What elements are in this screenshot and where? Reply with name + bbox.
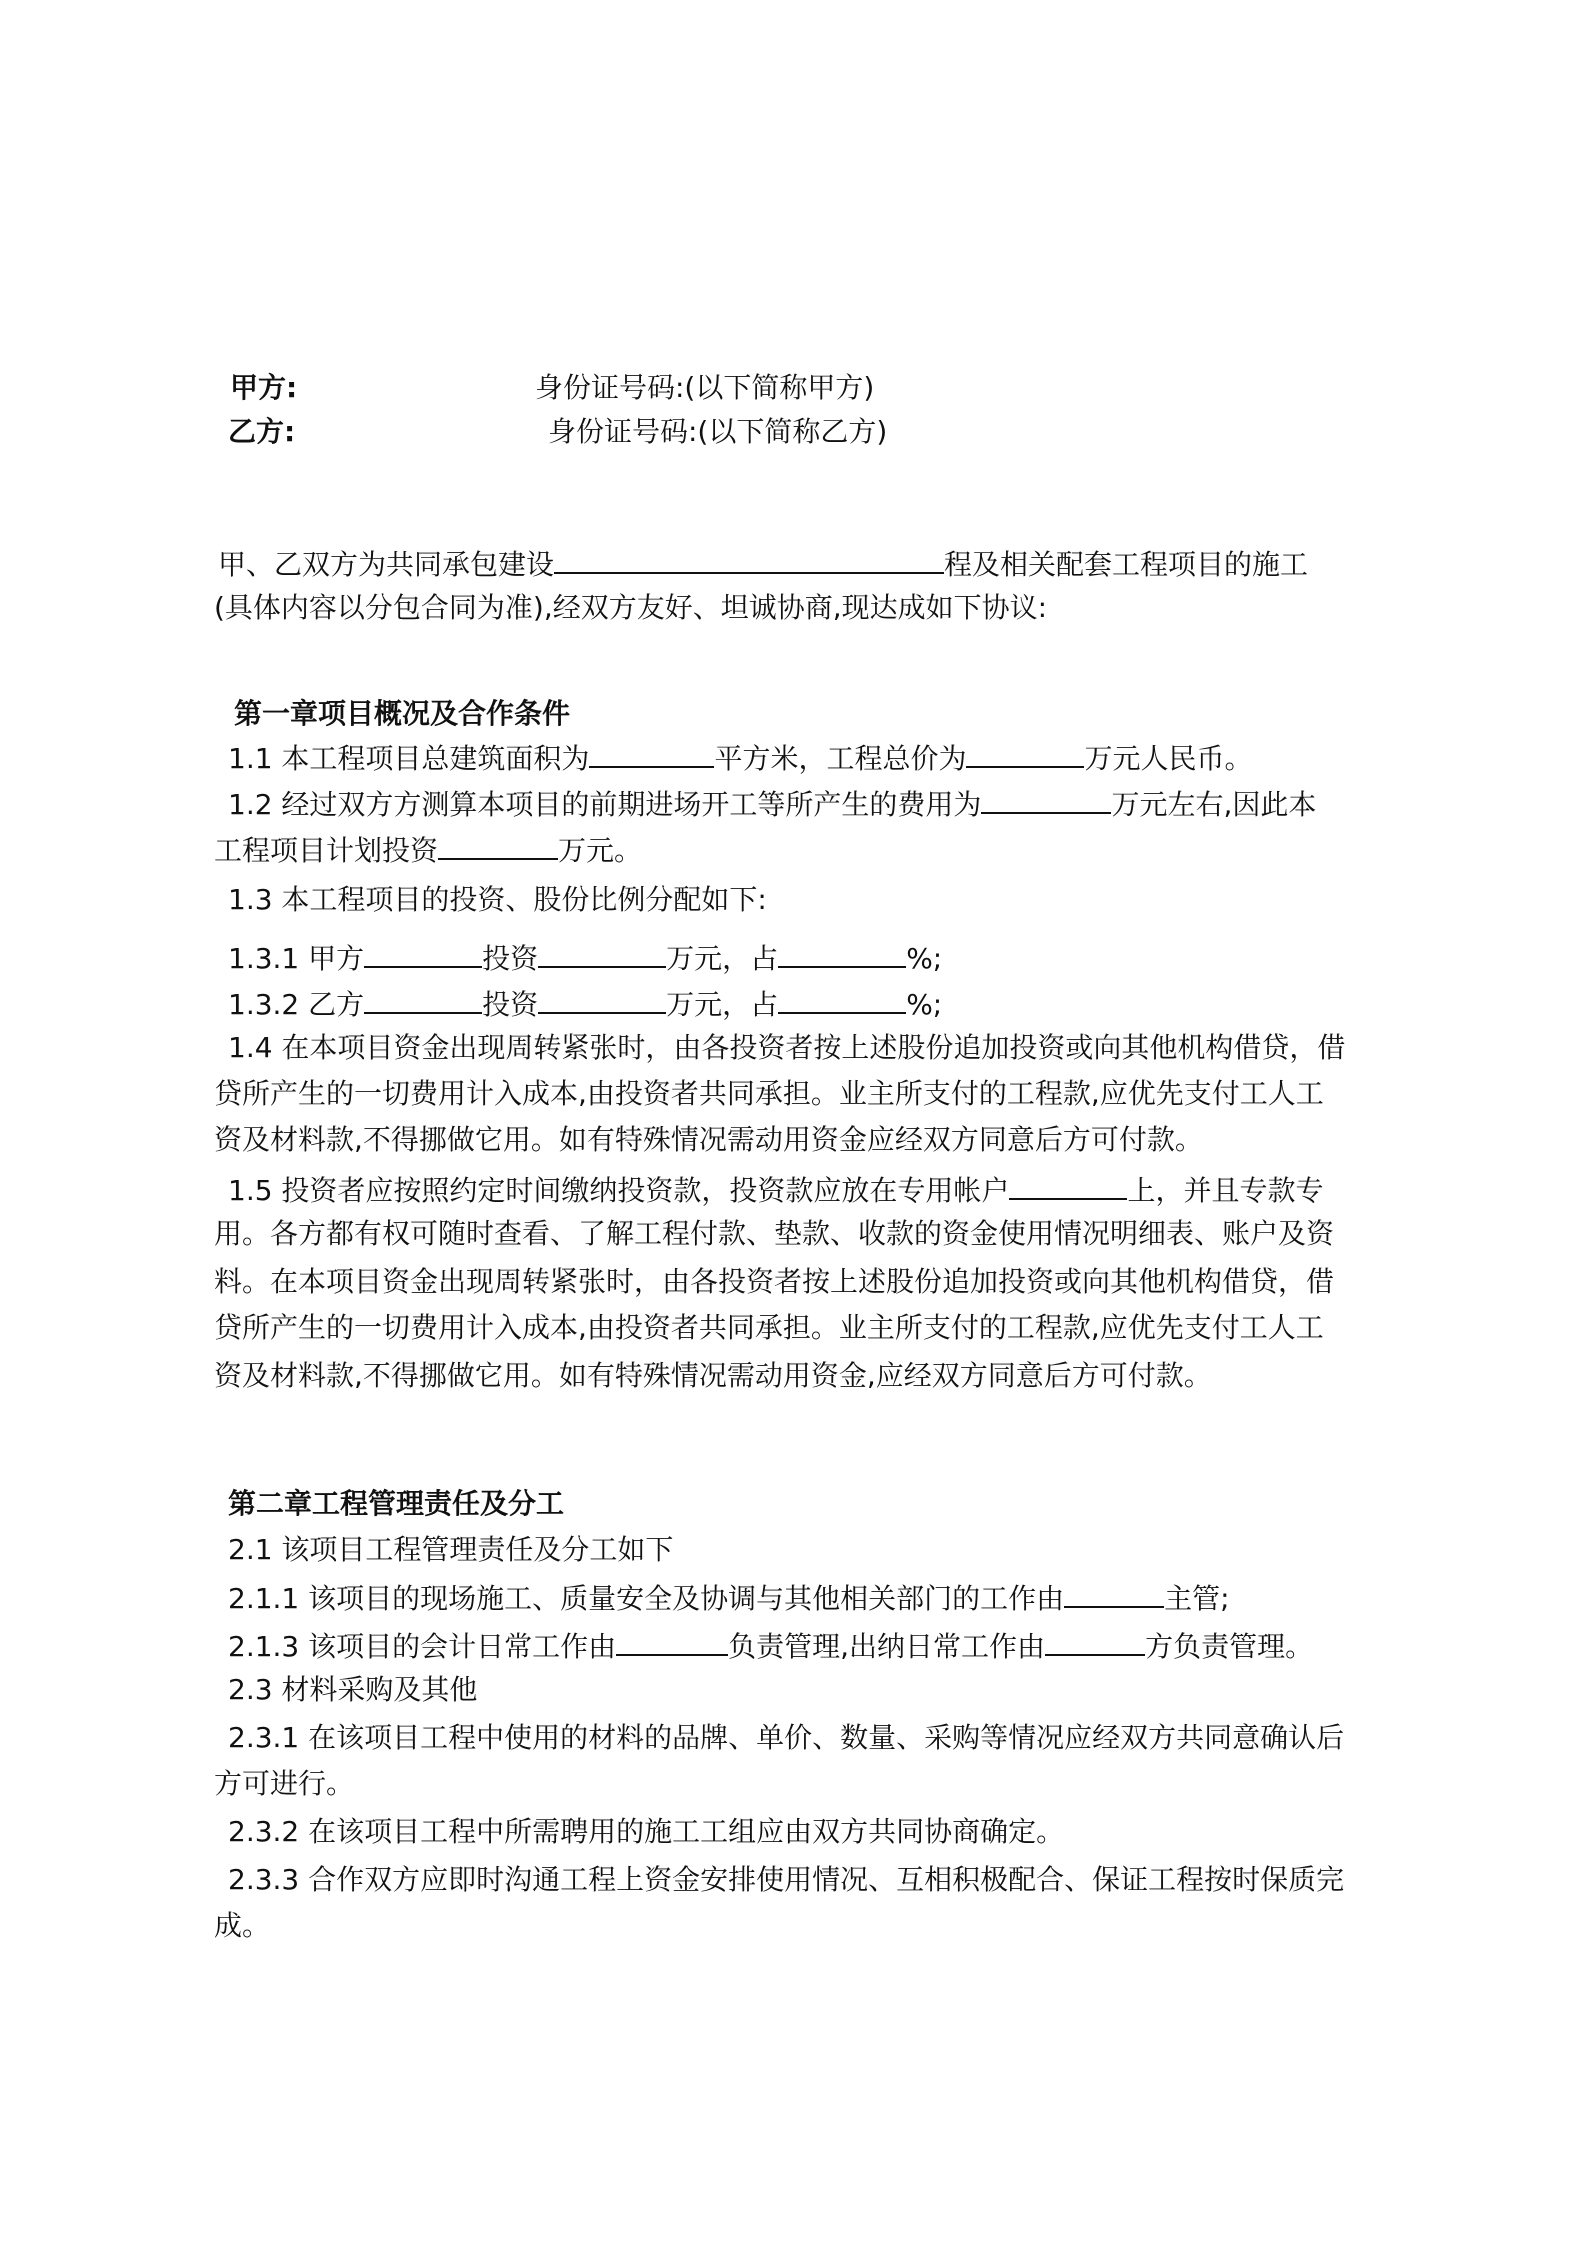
party-b-id: 身份证号码:(以下简称乙方): [548, 415, 888, 448]
party-a-label: 甲方:: [230, 371, 298, 404]
clause-1-5-line-1: [228, 1168, 1323, 1208]
planned-investment-blank: [438, 828, 558, 860]
party-b-amount-blank: [538, 982, 666, 1014]
clause-2-3-1-line-2: 方可进行。: [214, 1767, 355, 1800]
clause-text: 1.5 投资者应按照约定时间缴纳投资款，投资款应放在专用帐户: [228, 1174, 1010, 1207]
clause-1-4-line-2: 贷所产生的一切费用计入成本,由投资者共同承担。业主所支付的工程款,应优先支付工人工: [214, 1077, 1324, 1110]
clause-text: 万元左右,因此本: [1111, 788, 1317, 821]
clause-text: 工程项目计划投资: [214, 834, 439, 867]
clause-text: 主管;: [1164, 1582, 1230, 1615]
site-manager-blank: [1064, 1576, 1164, 1608]
clause-2-3-2: 2.3.2 在该项目工程中所需聘用的施工工组应由双方共同协商确定。: [228, 1815, 1065, 1848]
clause-1-3-2: [228, 982, 942, 1022]
clause-1-2-line-1: [228, 782, 1316, 822]
dedicated-account-blank: [1009, 1168, 1127, 1200]
clause-text: 万元人民币。: [1084, 742, 1253, 775]
clause-2-3-1-line-1: 2.3.1 在该项目工程中使用的材料的品牌、单价、数量、采购等情况应经双方共同意确认后: [228, 1721, 1345, 1754]
clause-text: %;: [906, 988, 943, 1021]
clause-text: 万元，占: [666, 942, 779, 975]
clause-text: 2.1.3 该项目的会计日常工作由: [228, 1630, 617, 1663]
clause-2-1: 2.1 该项目工程管理责任及分工如下: [228, 1533, 674, 1566]
clause-text: %;: [906, 942, 943, 975]
clause-2-3-3-line-2: 成。: [214, 1909, 271, 1942]
chapter-1-title: 第一章项目概况及合作条件: [234, 697, 571, 730]
clause-1-5-line-4: 贷所产生的一切费用计入成本,由投资者共同承担。业主所支付的工程款,应优先支付工人工: [214, 1311, 1324, 1344]
clause-2-1-3: [228, 1624, 1313, 1664]
party-b-percent-blank: [778, 982, 906, 1014]
clause-1-5-line-2: 用。各方都有权可随时查看、了解工程付款、垫款、收款的资金使用情况明细表、账户及资: [214, 1217, 1335, 1250]
clause-2-1-1: [228, 1576, 1230, 1616]
clause-text: 1.3.2 乙方: [228, 988, 365, 1021]
intro-line-1: [218, 542, 1308, 582]
clause-1-4-line-3: 资及材料款,不得挪做它用。如有特殊情况需动用资金应经双方同意后方可付款。: [214, 1123, 1203, 1156]
total-price-blank: [966, 736, 1084, 768]
clause-1-5-line-3: 料。在本项目资金出现周转紧张时，由各投资者按上述股份追加投资或向其他机构借贷，借: [214, 1265, 1335, 1298]
clause-text: 2.1.1 该项目的现场施工、质量安全及协调与其他相关部门的工作由: [228, 1582, 1065, 1615]
intro-line-2: (具体内容以分包合同为准),经双方友好、坦诚协商,现达成如下协议:: [214, 591, 1048, 624]
clause-1-2-line-2: [214, 828, 642, 868]
cashier-blank: [1045, 1624, 1145, 1656]
clause-text: 投资: [482, 988, 539, 1021]
chapter-2-title: 第二章工程管理责任及分工: [228, 1487, 565, 1520]
early-cost-blank: [981, 782, 1111, 814]
area-blank: [589, 736, 714, 768]
clause-1-3-1: [228, 936, 942, 976]
clause-2-3: 2.3 材料采购及其他: [228, 1673, 478, 1706]
intro-text-a: 甲、乙双方为共同承包建设: [218, 548, 555, 581]
clause-1-1: [228, 736, 1252, 776]
clause-text: 上，并且专款专: [1127, 1174, 1324, 1207]
clause-2-3-3-line-1: 2.3.3 合作双方应即时沟通工程上资金安排使用情况、互相积极配合、保证工程按时保质完: [228, 1863, 1345, 1896]
party-b-name-blank: [364, 982, 482, 1014]
clause-text: 平方米，工程总价为: [714, 742, 967, 775]
project-name-blank: [554, 542, 944, 574]
clause-1-3: 1.3 本工程项目的投资、股份比例分配如下:: [228, 883, 767, 916]
clause-1-4-line-1: 1.4 在本项目资金出现周转紧张时，由各投资者按上述股份追加投资或向其他机构借贷，借: [228, 1031, 1346, 1064]
party-a-name-blank: [364, 936, 482, 968]
accountant-blank: [616, 1624, 728, 1656]
party-b-label: 乙方:: [228, 415, 296, 448]
clause-text: 1.1 本工程项目总建筑面积为: [228, 742, 590, 775]
clause-text: 1.3.1 甲方: [228, 942, 365, 975]
party-a-amount-blank: [538, 936, 666, 968]
clause-text: 方负责管理。: [1145, 1630, 1314, 1663]
clause-text: 负责管理,出纳日常工作由: [728, 1630, 1046, 1663]
clause-1-5-line-5: 资及材料款,不得挪做它用。如有特殊情况需动用资金,应经双方同意后方可付款。: [214, 1359, 1212, 1392]
clause-text: 万元，占: [666, 988, 779, 1021]
clause-text: 万元。: [558, 834, 643, 867]
party-a-percent-blank: [778, 936, 906, 968]
clause-text: 投资: [482, 942, 539, 975]
party-a-id: 身份证号码:(以下简称甲方): [535, 371, 875, 404]
intro-text-b: 程及相关配套工程项目的施工: [944, 548, 1309, 581]
clause-text: 1.2 经过双方方测算本项目的前期进场开工等所产生的费用为: [228, 788, 982, 821]
